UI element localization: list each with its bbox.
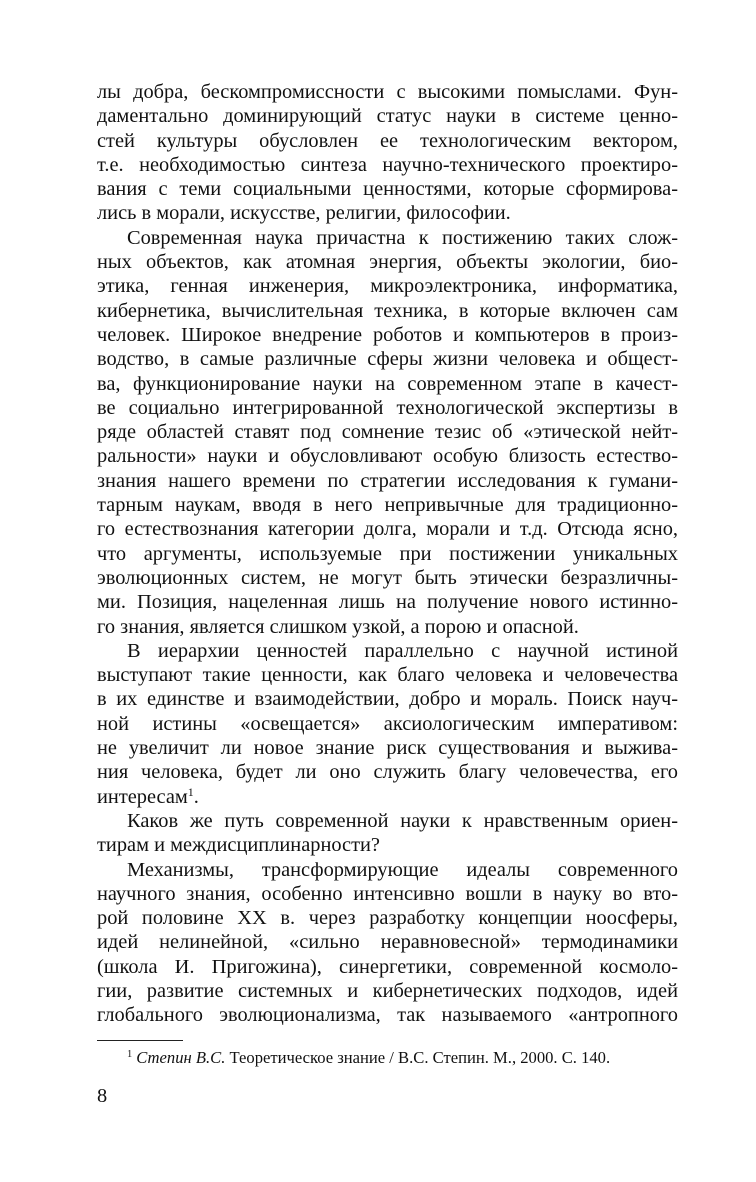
text-line: ных объектов, как атомная энергия, объекты экологии, био- — [97, 251, 678, 274]
text-line: даментально доминирующий статус науки в системе ценно- — [97, 105, 678, 128]
text-line: вания с теми социальными ценностями, которые сформирова- — [97, 178, 678, 201]
text-line: что аргументы, используемые при постижении уникальных — [97, 542, 678, 565]
text-line: Механизмы, трансформирующие идеалы современного — [127, 858, 678, 881]
text-line: глобального эволюционализма, так называемого «антропного — [97, 1004, 678, 1027]
text-line: выступают такие ценности, как благо человека и человечества — [97, 664, 678, 687]
footnote — [127, 1048, 610, 1068]
text-line: этика, генная инженерия, микроэлектроника, информатика, — [97, 275, 678, 298]
page-number: 8 — [97, 1085, 108, 1107]
text-line: Современная наука причастна к постижению таких слож- — [127, 226, 678, 249]
text-line: (школа И. Пригожина), синергетики, современной космоло- — [97, 955, 678, 978]
text-line: тирам и междисциплинарности? — [97, 834, 380, 857]
text-line: знания нашего времени по стратегии исследования к гумани- — [97, 469, 678, 492]
text-line: ния человека, будет ли оно служить благу человечества, его — [97, 761, 678, 784]
text-line: ва, функционирование науки на современном этапе в качест- — [97, 372, 678, 395]
text-line: тарным наукам, вводя в него непривычные для традиционно- — [97, 494, 678, 517]
text-line: человек. Широкое внедрение роботов и компьютеров в произ- — [97, 323, 678, 346]
text-line: ряде областей ставят под сомнение тезис об «этической нейт- — [97, 421, 678, 444]
text-line: стей культуры обусловлен ее технологическим вектором, — [97, 129, 678, 152]
text-line: в их единстве и взаимодействии, добро и мораль. Поиск науч- — [97, 688, 678, 711]
text-line: гии, развитие системных и кибернетических подходов, идей — [97, 979, 678, 1002]
text-fragment: . — [193, 785, 199, 808]
text-line: В иерархии ценностей параллельно с научной истиной — [127, 639, 678, 662]
footnote-divider — [97, 1040, 183, 1041]
text-line: водство, в самые различные сферы жизни человека и общест- — [97, 348, 678, 371]
page-body — [97, 80, 678, 1028]
text-line: ве социально интегрированной технологической экспертизы в — [97, 396, 678, 419]
footnote-marker: 1 — [127, 1049, 133, 1060]
text-line: ной истины «освещается» аксиологическим императивом: — [97, 712, 678, 735]
text-line: лы добра, бескомпромиссности с высокими помыслами. Фун- — [97, 81, 678, 103]
text-line-with-footnote — [97, 785, 678, 809]
text-line: рой половине XX в. через разработку концепции ноосферы, — [97, 907, 678, 930]
text-line: го естествознания категории долга, морали и т.д. Отсюда ясно, — [97, 518, 678, 541]
text-fragment: интересам — [97, 785, 188, 808]
text-line: го знания, является слишком узкой, а порою и опасной. — [97, 615, 579, 638]
footnote-reference[interactable]: 1 — [187, 784, 194, 799]
text-line: кибернетика, вычислительная техника, в которые включен сам — [97, 299, 678, 322]
text-line: научного знания, особенно интенсивно вошли в науку во вто- — [97, 882, 678, 905]
text-line: ральности» науки и обусловливают особую близость естество- — [97, 445, 678, 468]
text-line: идей нелинейной, «сильно неравновесной» термодинамики — [97, 931, 678, 954]
text-line: ми. Позиция, нацеленная лишь на получение нового истинно- — [97, 591, 678, 614]
footnote-text: Теоретическое знание / В.С. Степин. М., 2000. С. 140. — [225, 1048, 611, 1067]
footnote-author: Степин В.С. — [136, 1048, 226, 1067]
text-line: Каков же путь современной науки к нравственным ориен- — [127, 809, 678, 832]
text-line: не увеличит ли новое знание риск существования и выжива- — [97, 737, 678, 760]
text-line: т.е. необходимостью синтеза научно-технического проектиро- — [97, 153, 678, 176]
text-line: эволюционных систем, не могут быть этически безразличны- — [97, 566, 678, 589]
text-line: лись в морали, искусстве, религии, философии. — [97, 202, 511, 225]
